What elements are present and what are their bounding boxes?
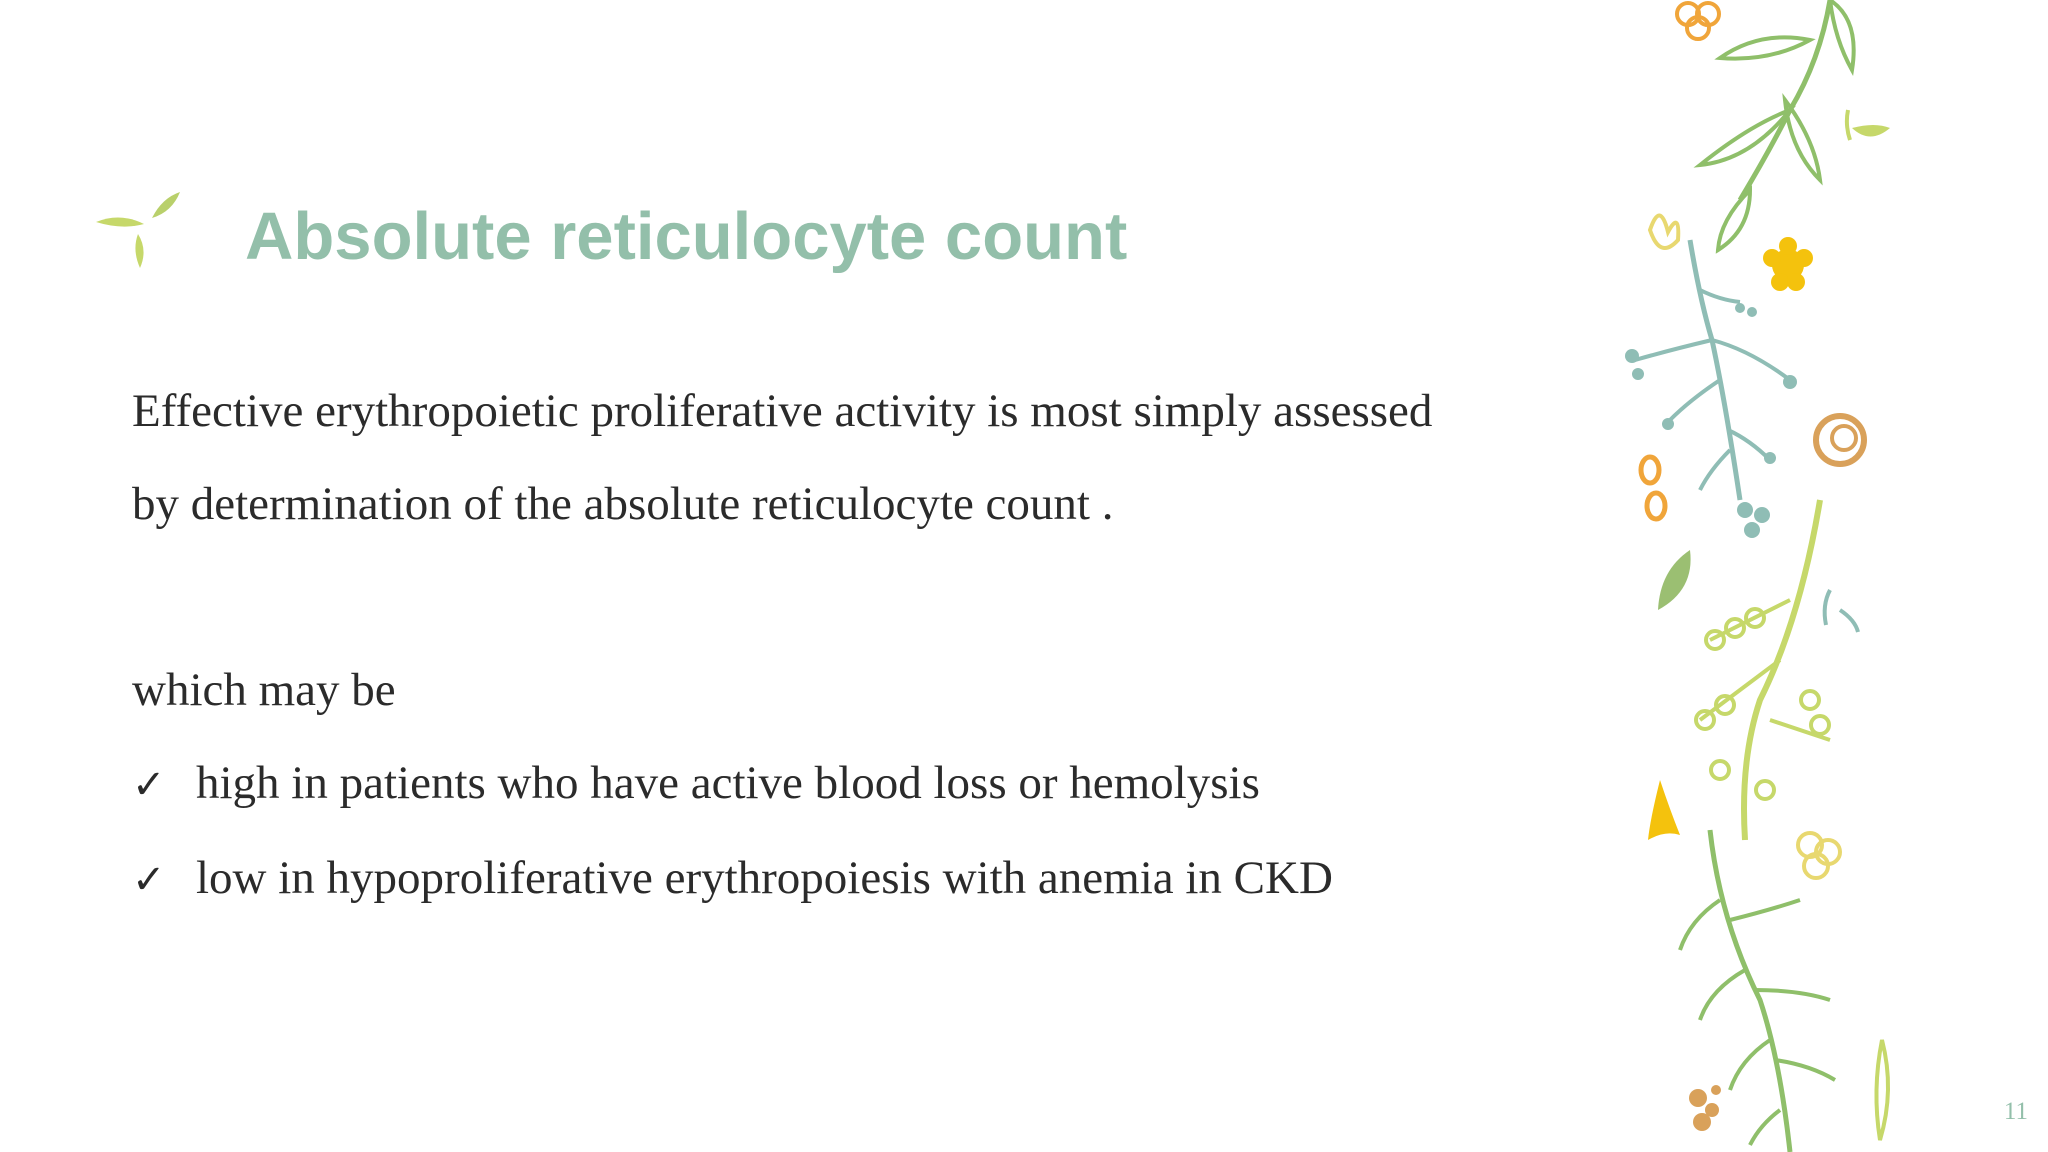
bullet-item	[132, 832, 1592, 927]
lead-in-text: which may be	[132, 664, 396, 716]
floral-vine-decoration	[1590, 0, 1920, 1152]
page-number: 11	[2003, 1098, 2028, 1125]
paragraph-line: by determination of the absolute reticulocyte count .	[132, 478, 1114, 530]
slide-body	[132, 365, 1592, 927]
paragraph-line: Effective erythropoietic proliferative activity is most simply assessed	[132, 385, 1433, 437]
checkmark-icon: ✓	[132, 857, 166, 903]
slide-title: Absolute reticulocyte count	[245, 199, 1128, 274]
spacer	[132, 551, 1592, 644]
checkmark-icon: ✓	[132, 762, 166, 808]
bullet-text: high in patients who have active blood loss or hemolysis	[196, 757, 1260, 809]
bullet-text: low in hypoproliferative erythropoiesis with anemia in CKD	[196, 852, 1333, 904]
sprig-icon	[92, 190, 184, 270]
bullet-item	[132, 737, 1592, 832]
